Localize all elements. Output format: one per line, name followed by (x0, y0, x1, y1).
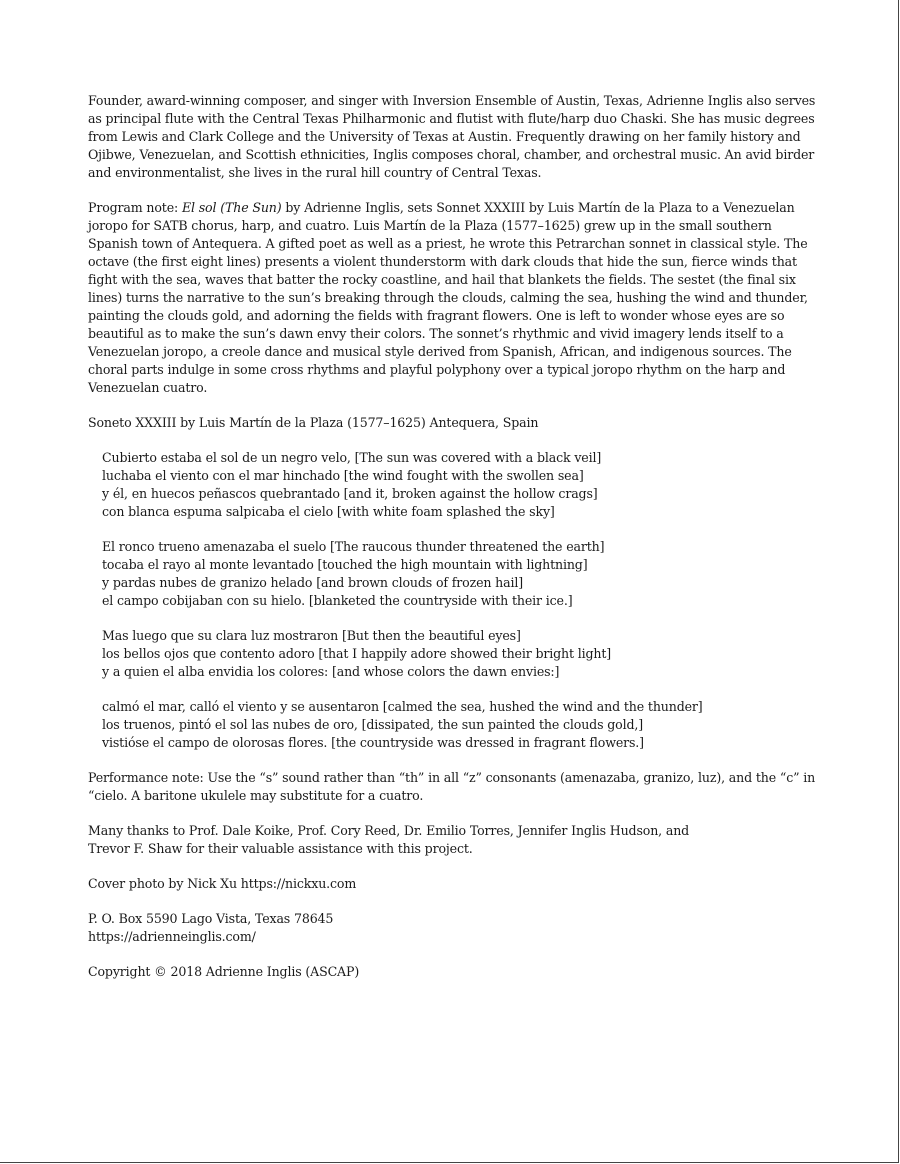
poem-line: Cubierto estaba el sol de un negro velo, [The sun was covered with a black veil] (102, 450, 602, 465)
performance-note: Performance note: Use the “s” sound rather than “th” in all “z” consonants (amenazaba, granizo, luz), and the “c” in “cielo. A baritone ukulele may substitute for a cuatro. (88, 770, 816, 803)
poem-line: los bellos ojos que contento adoro [that I happily adore showed their bright light] (102, 646, 612, 661)
page-content (88, 92, 823, 998)
poem-line: y pardas nubes de granizo helado [and brown clouds of frozen hail] (102, 575, 524, 590)
acknowledgements-line: Many thanks to Prof. Dale Koike, Prof. Cory Reed, Dr. Emilio Torres, Jennifer Inglis Hudson, and (88, 823, 690, 838)
copyright-notice: Copyright © 2018 Adrienne Inglis (ASCAP) (88, 964, 360, 979)
poem-line: los truenos, pintó el sol las nubes de oro, [dissipated, the sun painted the clouds gold,] (102, 717, 643, 732)
poem-line: y él, en huecos peñascos quebrantado [and it, broken against the hollow crags] (102, 486, 598, 501)
poem-line: vistióse el campo de olorosas flores. [the countryside was dressed in fragrant flowers.] (102, 735, 644, 750)
stanza-1 (102, 449, 823, 521)
contact-address (88, 910, 823, 946)
poem-line: Mas luego que su clara luz mostraron [But then the beautiful eyes] (102, 628, 521, 643)
program-note-lead: Program note: (88, 200, 182, 215)
stanza-3 (102, 627, 823, 681)
stanza-2 (102, 538, 823, 610)
poem-line: el campo cobijaban con su hielo. [blanketed the countryside with their ice.] (102, 593, 573, 608)
poem-line: El ronco trueno amenazaba el suelo [The raucous thunder threatened the earth] (102, 539, 605, 554)
postal-address: P. O. Box 5590 Lago Vista, Texas 78645 (88, 911, 334, 926)
poem-line: calmó el mar, calló el viento y se ausentaron [calmed the sea, hushed the wind and the thunder] (102, 699, 703, 714)
sonnet-poem (102, 449, 823, 752)
program-note (88, 199, 823, 397)
acknowledgements-line: Trevor F. Shaw for their valuable assistance with this project. (88, 841, 473, 856)
poem-line: tocaba el rayo al monte levantado [touched the high mountain with lightning] (102, 557, 588, 572)
poem-line: luchaba el viento con el mar hinchado [the wind fought with the swollen sea] (102, 468, 584, 483)
program-note-body: by Adrienne Inglis, sets Sonnet XXXIII by Luis Martín de la Plaza to a Venezuelan joropo for SATB chorus, harp, and cuatro. Luis Martín de la Plaza (1577–1625) grew up in the small southern Spanish town of Antequera. A gifted poet as well as a priest, he wrote this Petrarchan sonnet in classical style. The octave (the first eight lines) presents a violent thunderstorm with dark clouds that hide the sun, fierce winds that fight with the sea, waves that batter the rocky coastline, and hail that blankets the fields. The sestet (the final six lines) turns the narrative to the sun’s breaking through the clouds, calming the sea, hushing the wind and thunder, painting the clouds gold, and adorning the fields with fragrant flowers. One is left to wonder whose eyes are so beautiful as to make the sun’s dawn envy their colors. The sonnet’s rhythmic and vivid imagery lends itself to a Venezuelan joropo, a creole dance and musical style derived from Spanish, African, and indigenous sources. The choral parts indulge in some cross rhythms and playful polyphony over a typical joropo rhythm on the harp and Venezuelan cuatro. (88, 200, 808, 395)
program-note-title: El sol (The Sun) (181, 200, 282, 215)
poem-line: con blanca espuma salpicaba el cielo [with white foam splashed the sky] (102, 504, 555, 519)
website-url: https://adrienneinglis.com/ (88, 929, 256, 944)
acknowledgements (88, 822, 823, 858)
composer-bio: Founder, award-winning composer, and singer with Inversion Ensemble of Austin, Texas, Adrienne Inglis also serves as principal flute with the Central Texas Philharmonic and flutist with flute/harp duo Chaski. She has music degrees from Lewis and Clark College and the University of Texas at Austin. Frequently drawing on her family history and Ojibwe, Venezuelan, and Scottish ethnicities, Inglis composes choral, chamber, and orchestral music. An avid birder and environmentalist, she lives in the rural hill country of Central Texas. (88, 93, 816, 180)
cover-photo-credit: Cover photo by Nick Xu https://nickxu.com (88, 876, 357, 891)
sonnet-heading: Soneto XXXIII by Luis Martín de la Plaza (1577–1625) Antequera, Spain (88, 415, 539, 430)
poem-line: y a quien el alba envidia los colores: [and whose colors the dawn envies:] (102, 664, 560, 679)
stanza-4 (102, 698, 823, 752)
